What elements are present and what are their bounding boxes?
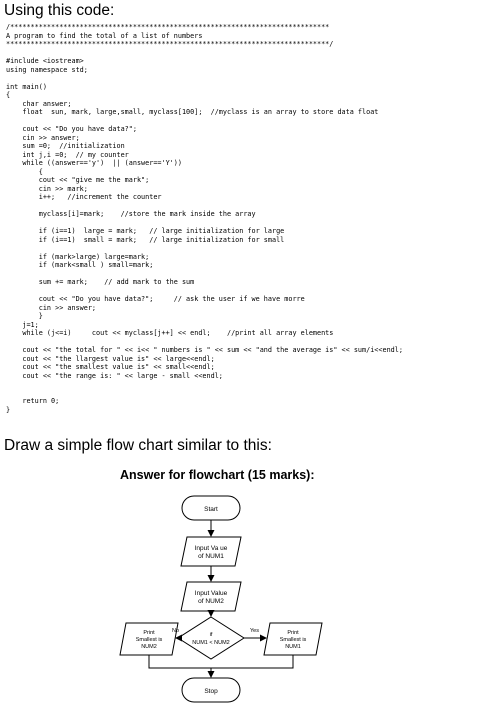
code-line: while ((answer=='y') || (answer=='Y')) [6, 159, 182, 167]
print-right-line2: Smallest is [279, 637, 307, 643]
code-line: { [6, 167, 43, 176]
code-line: /****************************************************************************** [6, 23, 330, 31]
code-line: cout << "the total for " << i<< " numbers is " << sum << "and the average is" << sum/i<<endl; [6, 346, 403, 354]
code-line: cin >> answer; [6, 303, 97, 312]
code-line: } [6, 312, 43, 320]
code-line: i++; //increment the counter [6, 193, 162, 201]
yes-branch-label: Yes [250, 628, 259, 634]
code-line: if (mark<small ) small=mark; [6, 261, 154, 269]
code-line: float sun, mark, large,small, myclass[100]; //myclass is an array to store data float [6, 108, 379, 116]
code-line: A program to find the total of a list of numbers [6, 31, 203, 40]
code-line: myclass[i]=mark; //store the mark inside the array [6, 210, 256, 218]
decision-label-line1: if [209, 632, 213, 638]
code-line: #include <iostream> [6, 57, 84, 65]
decision-diamond [178, 617, 244, 659]
no-branch-label: No [171, 628, 179, 634]
stop-label: Stop [204, 688, 218, 695]
print-right-line3: NUM1 [285, 644, 301, 650]
code-line: { [6, 91, 11, 99]
code-line: int j,i =0; // my counter [6, 150, 129, 159]
print-left-line3: NUM2 [141, 644, 157, 650]
task-heading: Draw a simple flow chart similar to this: [4, 437, 272, 454]
code-line: cout << "the smallest value is" << small<<endl; [6, 363, 215, 371]
print-left-line1: Print [143, 630, 155, 636]
print-right-line1: Print [287, 630, 299, 636]
code-line: cout << "give me the mark"; [6, 176, 150, 184]
code-line: int main() [6, 82, 47, 91]
code-line: char answer; [6, 99, 72, 108]
code-line: j=1; [6, 320, 39, 329]
code-line: using namespace std; [6, 65, 88, 74]
code-line: cin >> answer; [6, 133, 80, 142]
code-line: cout << "Do you have data?"; // ask the user if we have morre [6, 295, 305, 303]
code-line: if (i==1) large = mark; // large initialization for large [6, 227, 285, 235]
flowchart-title: Answer for flowchart (15 marks): [120, 468, 315, 482]
input2-label-line2: of NUM2 [198, 598, 224, 605]
decision-label-line2: NUM1 < NUM2 [192, 640, 230, 646]
arrow-right-to-stop [211, 655, 293, 668]
code-line: while (j<=i) cout << myclass[j++] << endl; //print all array elements [6, 329, 334, 337]
code-line: cout << "the llargest value is" << large<<endl; [6, 354, 215, 363]
input2-label-line1: Input Value [194, 590, 228, 597]
code-line: if (mark>large) large=mark; [6, 252, 150, 261]
arrow-left-to-stop [149, 655, 211, 668]
start-label: Start [204, 506, 218, 513]
input1-label-line2: of NUM1 [198, 553, 224, 560]
code-line: cin >> mark; [6, 184, 88, 193]
code-line: cout << "Do you have data?"; [6, 125, 137, 133]
print-left-line2: Smallest is [135, 637, 163, 643]
code-line: *******************************************************************************/ [6, 40, 334, 48]
code-line: } [6, 405, 11, 414]
code-line: sum += mark; // add mark to the sum [6, 278, 195, 286]
code-line: sum =0; //initialization [6, 142, 125, 150]
question-heading: Using this code: [4, 2, 115, 19]
input1-label-line1: Input Va ue [194, 545, 228, 552]
code-line: if (i==1) small = mark; // large initialization for small [6, 235, 285, 244]
code-line: return 0; [6, 397, 60, 405]
code-line: cout << "the range is: " << large - small <<endl; [6, 371, 223, 380]
